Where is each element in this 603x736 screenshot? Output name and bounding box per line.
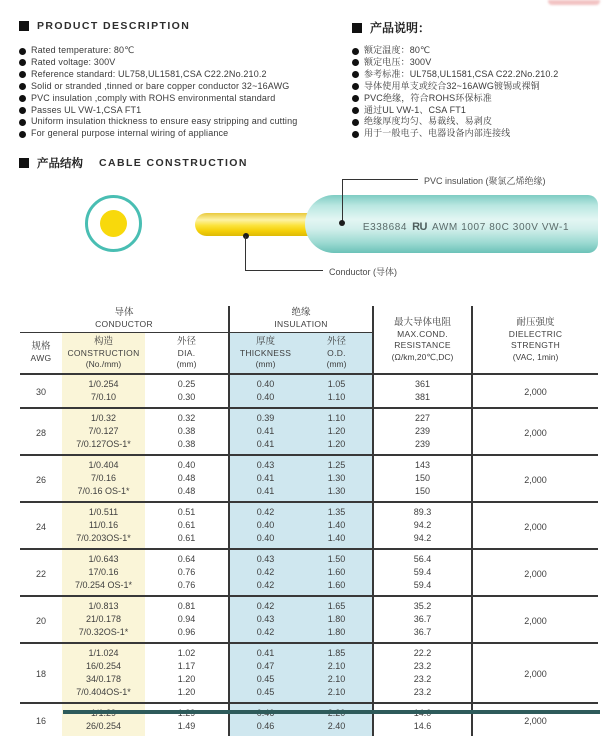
construction-cell: 1/0.32 (62, 408, 145, 425)
conductor-leader-line (245, 236, 246, 270)
spec-row (20, 374, 598, 391)
od-cell: 1.10 (301, 391, 373, 408)
dia-cell: 0.94 (145, 613, 229, 626)
od-cell: 2.10 (301, 660, 373, 673)
bullet-text: For general purpose internal wiring of appliance (31, 128, 229, 139)
description-bullet (352, 69, 602, 81)
thickness-cell: 0.41 (229, 643, 301, 660)
conductor-label: Conductor (导体) (329, 267, 398, 277)
thickness-cell: 0.40 (229, 532, 301, 549)
thickness-cell: 0.42 (229, 566, 301, 579)
dia-cell: 0.96 (145, 626, 229, 643)
construction-cell: 1/0.643 (62, 549, 145, 566)
resistance-cell: 22.2 (373, 643, 472, 660)
strength-cell: 2,000 (472, 596, 598, 643)
description-bullet (19, 69, 349, 81)
bullet-icon (352, 107, 359, 114)
thickness-cell: 0.42 (229, 502, 301, 519)
bullet-text: Rated temperature: 80℃ (31, 45, 135, 55)
resistance-cell: 381 (373, 391, 472, 408)
resistance-cell: 227 (373, 408, 472, 425)
dia-cell: 0.40 (145, 455, 229, 472)
spec-row (20, 596, 598, 613)
bullet-text: Passes UL VW-1,CSA FT1 (31, 104, 142, 115)
construction-cell: 17/0.16 (62, 566, 145, 579)
description-bullet (19, 81, 349, 93)
construction-cell: 7/0.203OS-1* (62, 532, 145, 549)
strength-column-header: 耐压强度 DIELECTRIC STRENGTH (VAC, 1min) (472, 306, 598, 374)
construction-cell: 7/0.16 (62, 472, 145, 485)
bullet-icon (19, 83, 26, 90)
thickness-cell: 0.40 (229, 391, 301, 408)
resistance-column-header: 最大导体电阻 MAX.COND. RESISTANCE (Ω/km,20℃,DC) (373, 306, 472, 374)
dia-cell: 0.25 (145, 374, 229, 391)
footer-bar (63, 710, 600, 714)
bullet-icon (19, 95, 26, 102)
dia-cell: 0.38 (145, 438, 229, 455)
resistance-cell: 56.4 (373, 549, 472, 566)
heading-text: 产品说明： (370, 21, 431, 35)
resistance-cell: 94.2 (373, 519, 472, 532)
heading-text-zh: 产品结构 (37, 158, 83, 170)
od-cell: 1.30 (301, 485, 373, 502)
thickness-cell: 0.41 (229, 485, 301, 502)
bullet-icon (19, 107, 26, 114)
dia-column-header: 外径 DIA. (mm) (145, 333, 229, 375)
construction-cell: 7/0.16 OS-1* (62, 485, 145, 502)
square-bullet-icon (19, 21, 29, 31)
conductor-leader-line (245, 270, 323, 271)
cross-section-conductor-icon (100, 210, 127, 237)
resistance-cell: 150 (373, 485, 472, 502)
description-bullet (19, 57, 349, 69)
heading-text-en: CABLE CONSTRUCTION (99, 157, 248, 169)
bullet-text: Reference standard: UL758,UL1581,CSA C22.2No.210.2 (31, 68, 267, 79)
thickness-cell: 0.40 (229, 519, 301, 532)
ul-recognized-icon: RU (412, 221, 427, 233)
description-bullet (352, 57, 602, 69)
description-bullet (352, 116, 602, 128)
spec-row (20, 408, 598, 425)
square-bullet-icon (19, 158, 29, 168)
dia-cell: 0.48 (145, 472, 229, 485)
bullet-icon (19, 131, 26, 138)
heading-text: PRODUCT DESCRIPTION (37, 20, 191, 32)
construction-cell: 1/0.254 (62, 374, 145, 391)
construction-cell: 7/0.10 (62, 391, 145, 408)
bullet-text: PVC insulation ,comply with ROHS environmental standard (31, 92, 276, 103)
dia-cell: 0.61 (145, 519, 229, 532)
specification-table (20, 306, 598, 736)
thickness-cell: 0.39 (229, 408, 301, 425)
construction-cell: 7/0.127OS-1* (62, 438, 145, 455)
construction-column-header: 构造 CONSTRUCTION (No./mm) (62, 333, 145, 375)
description-bullet (19, 128, 349, 140)
dia-cell: 0.76 (145, 566, 229, 579)
resistance-cell: 239 (373, 438, 472, 455)
bullet-icon (352, 119, 359, 126)
spec-table-body (20, 374, 598, 736)
pvc-callout-dot (339, 220, 345, 226)
construction-cell: 1/1.024 (62, 643, 145, 660)
cable-spec-text: AWM 1007 80C 300V VW-1 (431, 222, 570, 233)
square-bullet-icon (352, 23, 362, 33)
od-column-header: 外径 O.D. (mm) (301, 333, 373, 375)
bullet-text: 导体使用单支或绞合32~16AWG镀锡或裸铜 (364, 80, 540, 91)
od-cell: 1.35 (301, 502, 373, 519)
resistance-cell: 14.6 (373, 720, 472, 736)
conductor-callout-dot (243, 233, 249, 239)
spec-row (20, 502, 598, 519)
resistance-cell: 239 (373, 425, 472, 438)
bullet-icon (19, 59, 26, 66)
logo-remnant (548, 0, 600, 5)
product-description-heading-zh (352, 19, 430, 36)
construction-cell: 21/0.178 (62, 613, 145, 626)
description-bullet (19, 45, 349, 57)
bullet-text: 额定电压：300V (364, 56, 432, 67)
pvc-leader-line (342, 179, 343, 223)
thickness-cell: 0.47 (229, 660, 301, 673)
resistance-cell: 36.7 (373, 626, 472, 643)
construction-cell: 7/0.32OS-1* (62, 626, 145, 643)
dia-cell: 0.32 (145, 408, 229, 425)
od-cell: 1.65 (301, 596, 373, 613)
resistance-cell: 150 (373, 472, 472, 485)
od-cell: 1.40 (301, 532, 373, 549)
thickness-cell: 0.43 (229, 549, 301, 566)
spec-row (20, 549, 598, 566)
thickness-cell: 0.42 (229, 579, 301, 596)
bullet-icon (352, 95, 359, 102)
od-cell: 1.25 (301, 455, 373, 472)
awg-cell: 18 (20, 643, 62, 703)
construction-cell: 1/0.511 (62, 502, 145, 519)
resistance-cell: 59.4 (373, 566, 472, 579)
description-bullet (352, 45, 602, 57)
dia-cell: 0.51 (145, 502, 229, 519)
od-cell: 1.85 (301, 643, 373, 660)
cable-construction-heading (19, 155, 248, 171)
resistance-cell: 361 (373, 374, 472, 391)
strength-cell: 2,000 (472, 643, 598, 703)
dia-cell: 1.02 (145, 643, 229, 660)
bullet-text: PVC绝缘，符合ROHS环保标准 (364, 92, 492, 103)
bullet-icon (19, 71, 26, 78)
thickness-cell: 0.45 (229, 673, 301, 686)
strength-cell: 2,000 (472, 455, 598, 502)
description-bullet (352, 128, 602, 140)
pvc-insulation-label: PVC insulation (聚氯乙烯绝缘) (424, 176, 546, 186)
ul-file-number: E338684 (362, 222, 408, 233)
resistance-cell: 36.7 (373, 613, 472, 626)
bullet-icon (352, 71, 359, 78)
resistance-cell: 23.2 (373, 686, 472, 703)
thickness-column-header: 厚度 THICKNESS (mm) (229, 333, 301, 375)
strength-cell: 2,000 (472, 502, 598, 549)
conductor-section-header: 导体 CONDUCTOR (20, 306, 229, 333)
resistance-cell: 23.2 (373, 660, 472, 673)
od-cell: 2.40 (301, 720, 373, 736)
od-cell: 1.80 (301, 626, 373, 643)
od-cell: 1.50 (301, 549, 373, 566)
construction-cell: 1/0.813 (62, 596, 145, 613)
od-cell: 1.80 (301, 613, 373, 626)
bullet-text: Solid or stranded ,tinned or bare copper conductor 32~16AWG (31, 80, 290, 91)
awg-cell: 22 (20, 549, 62, 596)
construction-cell: 7/0.254 OS-1* (62, 579, 145, 596)
awg-cell: 28 (20, 408, 62, 455)
thickness-cell: 0.45 (229, 686, 301, 703)
resistance-cell: 23.2 (373, 673, 472, 686)
description-list-zh (352, 45, 602, 140)
bullet-text: 通过UL VW-1、CSA FT1 (364, 104, 467, 115)
bullet-text: 参考标准：UL758,UL1581,CSA C22.2No.210.2 (364, 68, 559, 79)
od-cell: 1.20 (301, 438, 373, 455)
thickness-cell: 0.43 (229, 613, 301, 626)
thickness-cell: 0.42 (229, 626, 301, 643)
dia-cell: 0.76 (145, 579, 229, 596)
awg-cell: 20 (20, 596, 62, 643)
description-bullet (352, 105, 602, 117)
resistance-cell: 35.2 (373, 596, 472, 613)
dia-cell: 0.81 (145, 596, 229, 613)
od-cell: 1.60 (301, 566, 373, 579)
od-cell: 1.10 (301, 408, 373, 425)
insulation-section-header: 绝缘 INSULATION (229, 306, 373, 333)
thickness-cell: 0.46 (229, 720, 301, 736)
construction-cell: 1/0.404 (62, 455, 145, 472)
construction-cell: 16/0.254 (62, 660, 145, 673)
bullet-icon (352, 59, 359, 66)
dia-cell: 0.64 (145, 549, 229, 566)
construction-cell: 7/0.404OS-1* (62, 686, 145, 703)
description-bullet (352, 93, 602, 105)
construction-cell: 7/0.127 (62, 425, 145, 438)
bullet-text: 额定温度：80℃ (364, 45, 431, 55)
od-cell: 1.30 (301, 472, 373, 485)
bullet-icon (352, 48, 359, 55)
resistance-cell: 89.3 (373, 502, 472, 519)
dia-cell: 0.38 (145, 425, 229, 438)
od-cell: 1.40 (301, 519, 373, 532)
description-bullet (19, 93, 349, 105)
description-list-en (19, 45, 349, 140)
dia-cell: 0.61 (145, 532, 229, 549)
resistance-cell: 143 (373, 455, 472, 472)
awg-cell: 30 (20, 374, 62, 408)
cable-print-text (338, 221, 594, 233)
bullet-icon (352, 83, 359, 90)
resistance-cell: 94.2 (373, 532, 472, 549)
resistance-cell: 59.4 (373, 579, 472, 596)
awg-cell: 16 (20, 703, 62, 736)
dia-cell: 1.49 (145, 720, 229, 736)
product-description-heading (19, 20, 190, 32)
od-cell: 1.05 (301, 374, 373, 391)
spec-row (20, 643, 598, 660)
bullet-icon (352, 131, 359, 138)
thickness-cell: 0.42 (229, 596, 301, 613)
bullet-text: Rated voltage: 300V (31, 56, 116, 67)
description-bullet (19, 105, 349, 117)
thickness-cell: 0.40 (229, 374, 301, 391)
awg-column-header: 规格 AWG (20, 333, 62, 375)
awg-cell: 24 (20, 502, 62, 549)
dia-cell: 1.20 (145, 673, 229, 686)
dia-cell: 0.48 (145, 485, 229, 502)
dia-cell: 0.30 (145, 391, 229, 408)
bullet-icon (19, 119, 26, 126)
bullet-text: Uniform insulation thickness to ensure easy stripping and cutting (31, 116, 298, 127)
awg-cell: 26 (20, 455, 62, 502)
od-cell: 1.60 (301, 579, 373, 596)
strength-cell: 2,000 (472, 408, 598, 455)
strength-cell: 2,000 (472, 549, 598, 596)
spec-row (20, 455, 598, 472)
construction-cell: 26/0.254 (62, 720, 145, 736)
thickness-cell: 0.43 (229, 455, 301, 472)
bullet-text: 绝缘厚度均匀、易裁线、易剥皮 (364, 116, 493, 127)
pvc-leader-line (342, 179, 418, 180)
od-cell: 2.10 (301, 673, 373, 686)
od-cell: 2.10 (301, 686, 373, 703)
thickness-cell: 0.41 (229, 472, 301, 485)
dia-cell: 1.17 (145, 660, 229, 673)
od-cell: 1.20 (301, 425, 373, 438)
thickness-cell: 0.41 (229, 438, 301, 455)
construction-cell: 34/0.178 (62, 673, 145, 686)
bullet-text: 用于一般电子、电器设备内部连接线 (364, 128, 511, 139)
description-bullet (352, 81, 602, 93)
bullet-icon (19, 48, 26, 55)
dia-cell: 1.20 (145, 686, 229, 703)
construction-cell: 11/0.16 (62, 519, 145, 532)
strength-cell: 2,000 (472, 703, 598, 736)
strength-cell: 2,000 (472, 374, 598, 408)
description-bullet (19, 116, 349, 128)
thickness-cell: 0.41 (229, 425, 301, 438)
